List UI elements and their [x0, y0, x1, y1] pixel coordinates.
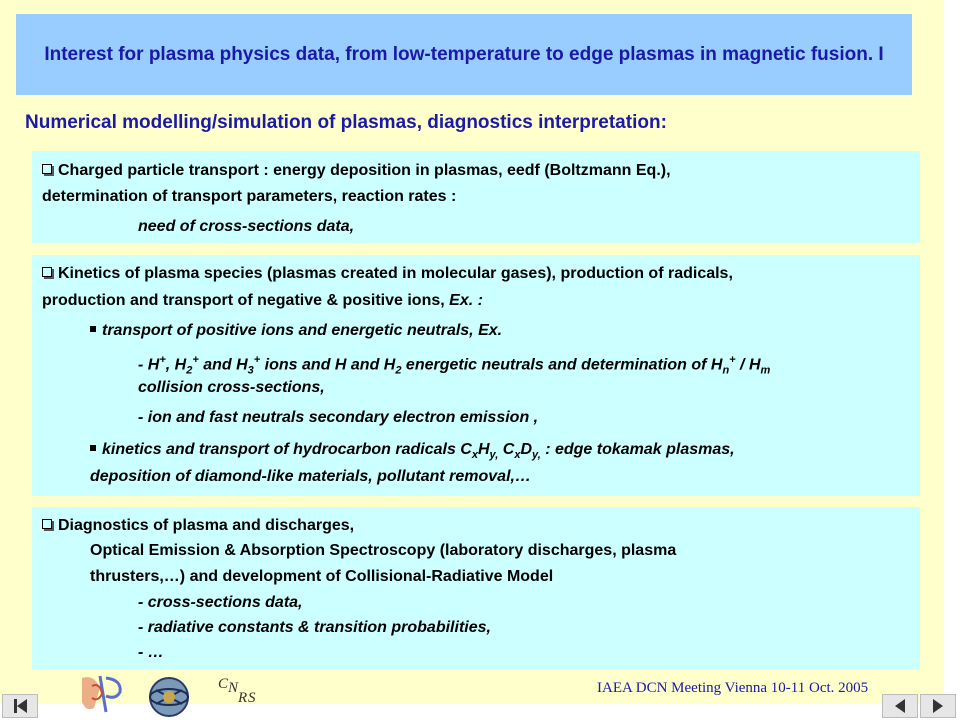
next-slide-button[interactable]: [920, 694, 956, 718]
skip-back-icon: [14, 699, 27, 713]
arrow-right-icon: [933, 699, 943, 713]
checkbox-bullet-icon: [42, 519, 52, 529]
box2-bullet2: kinetics and transport of hydrocarbon radicals $C_xH_{y,}$ $C_xD_{y,}$ : edge tokamak plasmas,: [90, 441, 735, 461]
box3-item3: - …: [138, 644, 164, 661]
box1-line3: need of cross-sections data,: [138, 218, 355, 235]
svg-text:C: C: [218, 676, 229, 692]
box2-line2: [42, 292, 483, 310]
box2-line5: - ion and fast neutrals secondary electron emission ,: [138, 409, 539, 426]
svg-text:S: S: [248, 690, 256, 706]
globe-emblem-logo: [148, 676, 190, 718]
footer-text: IAEA DCN Meeting Vienna 10-11 Oct. 2005: [597, 680, 869, 696]
box3-line1-text: Diagnostics of plasma and discharges,: [58, 517, 355, 534]
arrow-left-icon: [895, 699, 905, 713]
ipp-logo: [72, 672, 130, 716]
slide-title: Interest for plasma physics data, from low-temperature to edge plasmas in magnetic fusion. I: [44, 43, 884, 65]
box2-line1-text: Kinetics of plasma species (plasmas created in molecular gases), production of radicals,: [58, 265, 733, 282]
box3-item1: - cross-sections data,: [138, 594, 303, 611]
box2-line7: deposition of diamond-like materials, pollutant removal,…: [90, 468, 531, 485]
box3-line2: Optical Emission & Absorption Spectroscopy (laboratory discharges, plasma: [90, 542, 677, 559]
box2-ions-line: - H+, $H_2^+$ and $H_3^+$ ions and H and $H_2$ energetic neutrals and determination of $H_n^+ / H_m$: [138, 354, 771, 377]
box2-bullet1-text: transport of positive ions and energetic neutrals, Ex.: [102, 322, 503, 339]
title-banner: [16, 14, 912, 95]
checkbox-bullet-icon: [42, 267, 52, 277]
box2-bullet1: [90, 322, 502, 340]
box2-line2-text: production and transport of negative & positive ions,: [42, 292, 450, 309]
box1-line2: determination of transport parameters, reaction rates :: [42, 188, 457, 205]
section-subtitle: Numerical modelling/simulation of plasmas, diagnostics interpretation:: [25, 112, 667, 133]
box3-line3: thrusters,…) and development of Collisional-Radiative Model: [90, 568, 554, 585]
box2-line2-ex: Ex. :: [449, 292, 483, 309]
first-slide-button[interactable]: [2, 694, 38, 718]
square-bullet-icon: [90, 445, 96, 451]
diagnostics-box: [32, 507, 920, 670]
previous-slide-button[interactable]: [882, 694, 918, 718]
box2-line4: collision cross-sections,: [138, 379, 325, 396]
box3-item2: - radiative constants & transition probabilities,: [138, 619, 491, 636]
cnrs-logo: [216, 672, 260, 708]
svg-text:R: R: [238, 690, 248, 706]
box3-line1: [42, 517, 354, 535]
svg-text:N: N: [228, 680, 239, 696]
right-margin: [944, 0, 960, 704]
box1-line1: [42, 162, 671, 180]
square-bullet-icon: [90, 326, 96, 332]
checkbox-bullet-icon: [42, 164, 52, 174]
kinetics-box: [32, 255, 920, 496]
charged-particle-box: [32, 151, 920, 243]
box2-line1: [42, 265, 733, 283]
box1-line1-text: Charged particle transport : energy deposition in plasmas, eedf (Boltzmann Eq.),: [58, 162, 671, 179]
